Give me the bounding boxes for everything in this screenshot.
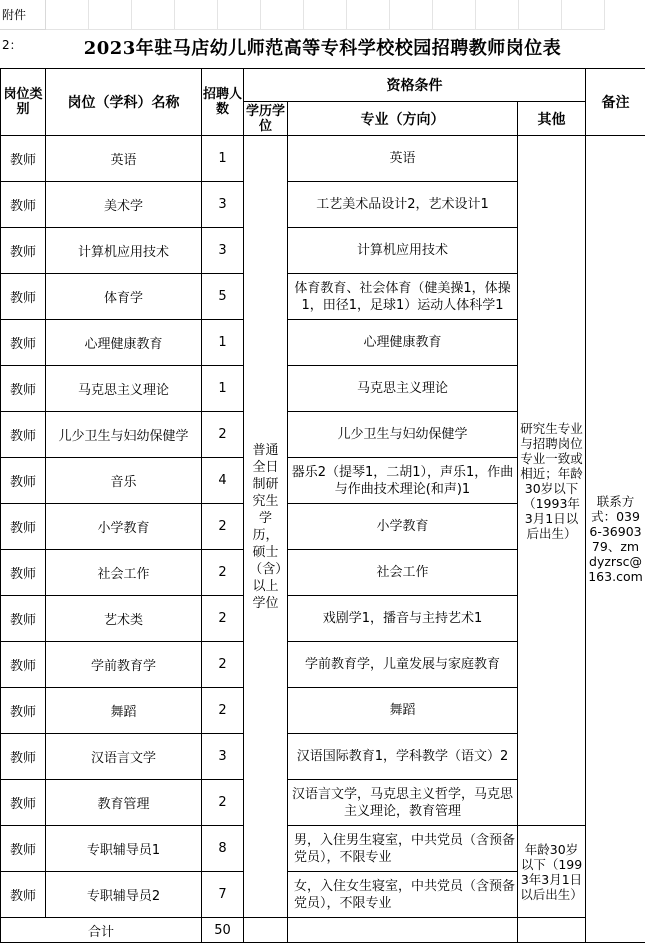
- count-cell: 7: [202, 872, 244, 918]
- header-other: 其他: [518, 102, 586, 136]
- header-major: 专业（方向）: [288, 102, 518, 136]
- page-title: 2023年驻马店幼儿师范高等专科学校校园招聘教师岗位表: [83, 38, 562, 59]
- position-cell: 专职辅导员1: [46, 826, 202, 872]
- category-cell: 教师: [1, 136, 46, 182]
- count-cell: 3: [202, 182, 244, 228]
- category-cell: 教师: [1, 366, 46, 412]
- count-cell: 5: [202, 274, 244, 320]
- total-empty-major: [288, 918, 518, 943]
- count-cell: 2: [202, 596, 244, 642]
- header-category: 岗位类别: [1, 69, 46, 136]
- category-cell: 教师: [1, 182, 46, 228]
- category-cell: 教师: [1, 688, 46, 734]
- count-cell: 2: [202, 504, 244, 550]
- category-cell: 教师: [1, 550, 46, 596]
- count-cell: 2: [202, 780, 244, 826]
- count-cell: 2: [202, 642, 244, 688]
- category-cell: 教师: [1, 458, 46, 504]
- table-row: [1, 826, 645, 872]
- position-cell: 心理健康教育: [46, 320, 202, 366]
- count-cell: 1: [202, 320, 244, 366]
- category-cell: 教师: [1, 734, 46, 780]
- count-cell: 1: [202, 366, 244, 412]
- count-cell: 2: [202, 550, 244, 596]
- position-cell: 汉语言文学: [46, 734, 202, 780]
- category-cell: 教师: [1, 642, 46, 688]
- total-empty-other: [518, 918, 586, 943]
- count-cell: 3: [202, 228, 244, 274]
- category-cell: 教师: [1, 274, 46, 320]
- position-cell: 社会工作: [46, 550, 202, 596]
- major-cell: 心理健康教育: [288, 320, 518, 366]
- major-cell: 女，入住女生寝室，中共党员（含预备党员），不限专业: [288, 872, 518, 918]
- count-cell: 3: [202, 734, 244, 780]
- total-row: [1, 918, 645, 943]
- major-cell: 器乐2（提琴1，二胡1），声乐1，作曲与作曲技术理论(和声)1: [288, 458, 518, 504]
- header-education: 学历学位: [244, 102, 288, 136]
- category-cell: 教师: [1, 320, 46, 366]
- major-cell: 马克思主义理论: [288, 366, 518, 412]
- major-cell: 汉语国际教育1，学科教学（语文）2: [288, 734, 518, 780]
- major-cell: 汉语言文学，马克思主义哲学，马克思主义理论，教育管理: [288, 780, 518, 826]
- other-general-cell: 研究生专业与招聘岗位专业一致或相近；年龄30岁以下（1993年3月1日以后出生）: [518, 136, 586, 826]
- category-cell: 教师: [1, 412, 46, 458]
- count-cell: 1: [202, 136, 244, 182]
- category-cell: 教师: [1, 872, 46, 918]
- major-cell: 社会工作: [288, 550, 518, 596]
- position-cell: 专职辅导员2: [46, 872, 202, 918]
- major-cell: 舞蹈: [288, 688, 518, 734]
- table-row: [1, 136, 645, 182]
- position-cell: 小学教育: [46, 504, 202, 550]
- position-cell: 体育学: [46, 274, 202, 320]
- count-cell: 2: [202, 412, 244, 458]
- header-position: 岗位（学科）名称: [46, 69, 202, 136]
- major-cell: 英语: [288, 136, 518, 182]
- position-cell: 计算机应用技术: [46, 228, 202, 274]
- position-cell: 马克思主义理论: [46, 366, 202, 412]
- major-cell: 学前教育学，儿童发展与家庭教育: [288, 642, 518, 688]
- position-cell: 艺术类: [46, 596, 202, 642]
- major-cell: 工艺美术品设计2，艺术设计1: [288, 182, 518, 228]
- education-cell: 普通全日制研究生学历，硕士（含）以上学位: [244, 136, 288, 918]
- major-cell: 男，入住男生寝室，中共党员（含预备党员），不限专业: [288, 826, 518, 872]
- position-cell: 教育管理: [46, 780, 202, 826]
- category-cell: 教师: [1, 228, 46, 274]
- count-cell: 4: [202, 458, 244, 504]
- major-cell: 计算机应用技术: [288, 228, 518, 274]
- count-cell: 8: [202, 826, 244, 872]
- total-label: 合计: [1, 918, 202, 943]
- header-qualifications: 资格条件: [244, 69, 586, 102]
- major-cell: 戏剧学1，播音与主持艺术1: [288, 596, 518, 642]
- position-cell: 舞蹈: [46, 688, 202, 734]
- position-cell: 美术学: [46, 182, 202, 228]
- position-cell: 学前教育学: [46, 642, 202, 688]
- major-cell: 体育教育、社会体育（健美操1，体操1，田径1，足球1）运动人体科学1: [288, 274, 518, 320]
- other-counselor-cell: 年龄30岁以下（1993年3月1日以后出生）: [518, 826, 586, 918]
- count-cell: 2: [202, 688, 244, 734]
- major-cell: 儿少卫生与妇幼保健学: [288, 412, 518, 458]
- total-empty-education: [244, 918, 288, 943]
- category-cell: 教师: [1, 596, 46, 642]
- position-cell: 英语: [46, 136, 202, 182]
- position-cell: 音乐: [46, 458, 202, 504]
- category-cell: 教师: [1, 780, 46, 826]
- total-count: 50: [202, 918, 244, 943]
- category-cell: 教师: [1, 826, 46, 872]
- remarks-cell: 联系方式：0396-3690379、zmdyzrsc@163.com: [586, 136, 645, 943]
- attachment-label: 附件2：: [0, 0, 46, 30]
- major-cell: 小学教育: [288, 504, 518, 550]
- category-cell: 教师: [1, 504, 46, 550]
- position-cell: 儿少卫生与妇幼保健学: [46, 412, 202, 458]
- header-count: 招聘人数: [202, 69, 244, 136]
- attachment-grid: [46, 0, 645, 30]
- header-remarks: 备注: [586, 69, 645, 136]
- recruitment-table: [0, 68, 645, 943]
